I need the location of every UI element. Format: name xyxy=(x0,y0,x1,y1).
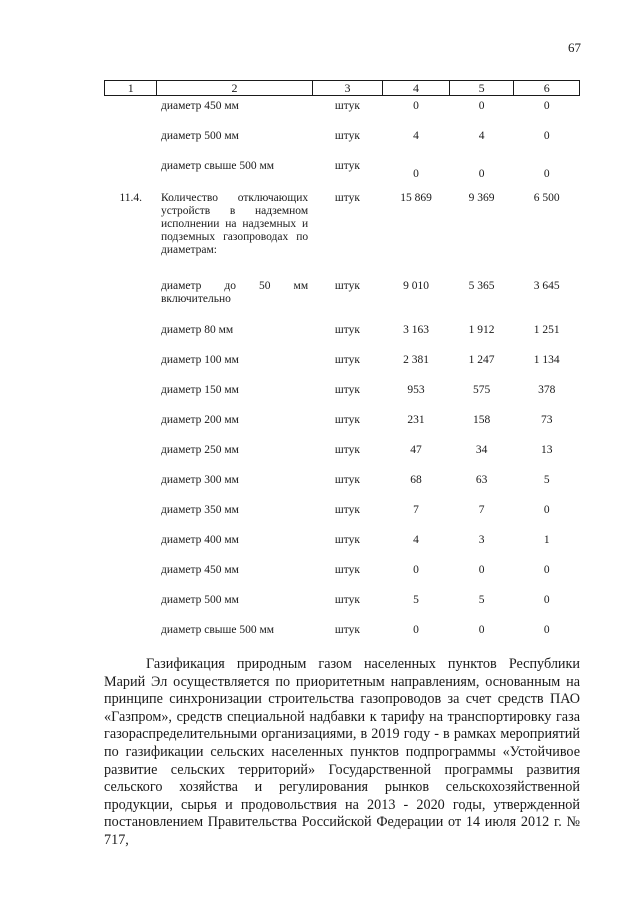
row-description: диаметр 450 мм xyxy=(160,100,239,112)
table-row xyxy=(105,530,580,560)
table-row xyxy=(105,470,580,500)
table-row xyxy=(105,560,580,590)
row-value-col5: 5 365 xyxy=(468,279,495,292)
row-number xyxy=(105,440,157,470)
row-description: диаметр 400 мм xyxy=(160,533,239,546)
row-value-col5: 1 912 xyxy=(468,323,495,336)
row-number xyxy=(105,276,157,320)
header-col-1: 1 xyxy=(105,81,157,96)
row-unit: штук xyxy=(334,623,360,636)
row-value-col5: 63 xyxy=(475,473,488,486)
row-value-col5: 0 xyxy=(478,167,485,180)
row-value-col5: 3 xyxy=(478,533,485,546)
row-value-col6: 0 xyxy=(543,623,550,636)
row-value-col5: 158 xyxy=(472,413,491,426)
row-value-col4: 0 xyxy=(413,100,419,112)
row-number xyxy=(105,96,157,126)
data-table xyxy=(104,80,580,650)
table-row xyxy=(105,380,580,410)
row-description: диаметр 500 мм xyxy=(160,129,239,142)
row-unit: штук xyxy=(334,593,360,606)
row-value-col4: 0 xyxy=(413,167,419,180)
row-unit: штук xyxy=(334,323,360,336)
row-value-col6: 1 134 xyxy=(533,353,560,366)
row-value-col5: 0 xyxy=(478,563,485,576)
row-value-col6: 0 xyxy=(543,563,550,576)
row-value-col4: 231 xyxy=(407,413,425,426)
row-number xyxy=(105,156,157,188)
table-row xyxy=(105,440,580,470)
row-number xyxy=(105,410,157,440)
row-description: диаметр 300 мм xyxy=(160,473,239,486)
row-unit: штук xyxy=(334,383,360,396)
table-row xyxy=(105,410,580,440)
row-value-col6: 0 xyxy=(543,129,550,142)
row-value-col4: 2 381 xyxy=(403,353,429,366)
row-description: диаметр свыше 500 мм xyxy=(160,159,275,172)
row-value-col5: 7 xyxy=(478,503,485,516)
header-col-4: 4 xyxy=(383,81,450,96)
row-value-col4: 953 xyxy=(407,383,425,396)
row-value-col6: 378 xyxy=(538,383,556,396)
table-row xyxy=(105,156,580,188)
row-value-col6: 0 xyxy=(543,593,550,606)
row-value-col5: 0 xyxy=(478,623,485,636)
row-description: диаметр до 50 мм включительно xyxy=(160,279,309,305)
row-value-col5: 575 xyxy=(472,383,491,396)
row-value-col6: 0 xyxy=(543,167,550,180)
row-unit: штук xyxy=(334,563,360,576)
row-value-col4: 4 xyxy=(413,129,419,142)
table-row xyxy=(105,500,580,530)
row-unit: штук xyxy=(334,100,360,112)
row-value-col6: 0 xyxy=(543,100,550,112)
row-description: Количество отключающих устройств в надземном исполнении на надземных и подземных газопроводах по диаметрам: xyxy=(160,191,309,256)
row-number xyxy=(105,560,157,590)
row-unit: штук xyxy=(334,191,360,204)
row-value-col4: 0 xyxy=(413,623,419,636)
row-value-col5: 5 xyxy=(478,593,485,606)
row-unit: штук xyxy=(334,503,360,516)
row-value-col6: 1 251 xyxy=(533,323,560,336)
row-value-col4: 7 xyxy=(413,503,419,516)
row-description: диаметр 150 мм xyxy=(160,383,239,396)
row-description: диаметр 500 мм xyxy=(160,593,239,606)
row-description: диаметр 80 мм xyxy=(160,323,234,336)
row-number xyxy=(105,320,157,350)
row-value-col4: 15 869 xyxy=(400,191,432,204)
row-number xyxy=(105,530,157,560)
row-value-col5: 0 xyxy=(478,100,485,112)
header-col-3: 3 xyxy=(312,81,383,96)
table-row xyxy=(105,276,580,320)
row-value-col4: 0 xyxy=(413,563,419,576)
row-description: диаметр 100 мм xyxy=(160,353,239,366)
row-description: диаметр 250 мм xyxy=(160,443,239,456)
row-unit: штук xyxy=(334,129,360,142)
row-unit: штук xyxy=(334,533,360,546)
header-col-5: 5 xyxy=(449,81,514,96)
row-description: диаметр 450 мм xyxy=(160,563,239,576)
row-number xyxy=(105,470,157,500)
header-col-6: 6 xyxy=(514,81,580,96)
row-value-col6: 6 500 xyxy=(533,191,560,204)
table-row xyxy=(105,350,580,380)
row-value-col6: 73 xyxy=(540,413,553,426)
row-unit: штук xyxy=(334,413,360,426)
row-number xyxy=(105,350,157,380)
table-header-row xyxy=(105,81,580,96)
row-value-col5: 9 369 xyxy=(468,191,495,204)
row-unit: штук xyxy=(334,473,360,486)
row-value-col5: 4 xyxy=(478,129,485,142)
row-unit: штук xyxy=(334,279,360,292)
row-value-col6: 5 xyxy=(543,473,550,486)
table-row xyxy=(105,96,580,126)
row-value-col5: 1 247 xyxy=(468,353,495,366)
row-value-col4: 47 xyxy=(410,443,422,456)
row-value-col4: 5 xyxy=(413,593,419,606)
row-value-col6: 1 xyxy=(543,533,550,546)
table-row xyxy=(105,320,580,350)
row-number xyxy=(105,126,157,156)
row-value-col4: 68 xyxy=(410,473,422,486)
row-number xyxy=(105,500,157,530)
table-row xyxy=(105,188,580,276)
row-number xyxy=(105,590,157,620)
row-number xyxy=(105,620,157,650)
page-number: 67 xyxy=(568,40,581,55)
row-description: диаметр 200 мм xyxy=(160,413,239,426)
row-number: 11.4. xyxy=(119,191,143,204)
row-value-col4: 9 010 xyxy=(403,279,429,292)
row-value-col5: 34 xyxy=(475,443,488,456)
body-paragraph: Газификация природным газом населенных пунктов Республики Марий Эл осуществляется по приоритетным направлениям, основанным на принципе синхронизации строительства газопроводов за счет средств ПАО «Газпром», средств специальной надбавки к тарифу на транспортировку газа газораспределительными организациями, в 2019 году - в рамках мероприятий по газификации сельских населенных пунктов подпрограммы «Устойчивое развитие сельских территорий» Государственной программы развития сельского хозяйства и регулирования рынков сельскохозяйственной продукции, сырья и продовольствия на 2013 - 2020 годы, утвержденной постановлением Правительства Российской Федерации от 14 июля 2012 г. № 717, xyxy=(104,656,580,848)
row-value-col6: 13 xyxy=(540,443,553,456)
row-unit: штук xyxy=(334,353,360,366)
row-description: диаметр свыше 500 мм xyxy=(160,623,275,636)
row-value-col6: 0 xyxy=(543,503,550,516)
table-row xyxy=(105,126,580,156)
row-value-col6: 3 645 xyxy=(533,279,560,292)
row-value-col4: 4 xyxy=(413,533,419,546)
row-value-col4: 3 163 xyxy=(403,323,429,336)
row-unit: штук xyxy=(334,159,360,172)
row-description: диаметр 350 мм xyxy=(160,503,239,516)
table-body xyxy=(105,96,580,650)
table-row xyxy=(105,620,580,650)
table-row xyxy=(105,590,580,620)
header-col-2: 2 xyxy=(157,81,312,96)
row-number xyxy=(105,380,157,410)
row-unit: штук xyxy=(334,443,360,456)
